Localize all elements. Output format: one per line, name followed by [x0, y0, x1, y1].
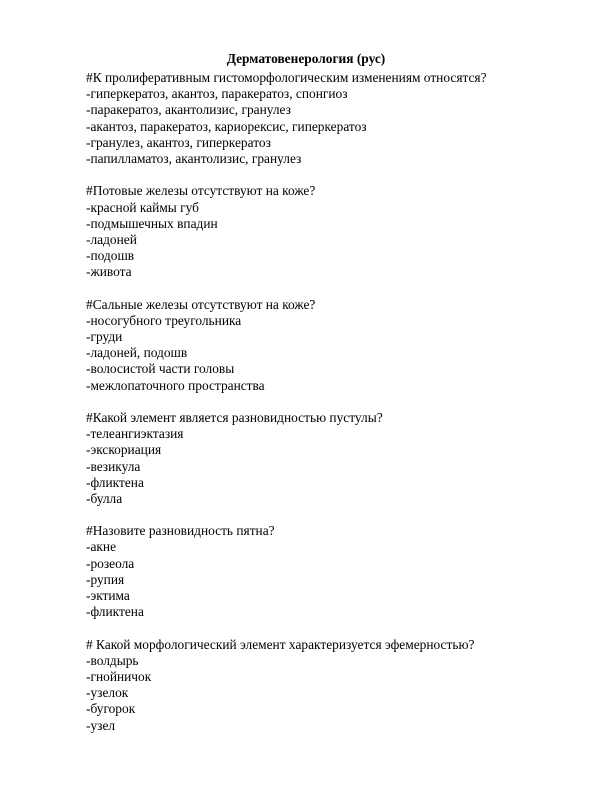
question-block	[86, 410, 586, 507]
document-title: Дерматовенерология (рус)	[226, 51, 386, 66]
question-text: #К пролиферативным гистоморфологическим изменениям относятся?	[86, 70, 487, 85]
answer-option: -везикула	[86, 458, 141, 474]
question-block	[86, 183, 586, 280]
question-block	[86, 70, 586, 167]
questions-list	[86, 70, 586, 734]
answer-option: -подмышечных впадин	[86, 215, 218, 231]
answer-option: -булла	[86, 490, 123, 506]
answer-option: -гиперкератоз, акантоз, паракератоз, спонгиоз	[86, 86, 348, 102]
answer-option: -фликтена	[86, 474, 144, 490]
question-text: #Сальные железы отсутствуют на коже?	[86, 296, 316, 312]
answer-option: -бугорок	[86, 701, 136, 717]
answer-option: -волдырь	[86, 652, 139, 668]
answer-option: -узел	[86, 717, 116, 733]
question-block	[86, 523, 586, 620]
question-text: #Назовите разновидность пятна?	[86, 523, 275, 539]
answer-option: -паракератоз, акантолизис, гранулез	[86, 102, 291, 118]
answer-option: -гнойничок	[86, 668, 152, 684]
answer-option: -узелок	[86, 685, 129, 701]
question-block	[86, 637, 586, 734]
answer-option: -груди	[86, 329, 123, 344]
question-text: # Какой морфологический элемент характеризуется эфемерностью?	[86, 636, 475, 652]
answer-option: -подошв	[86, 248, 135, 264]
answer-option: -розеола	[86, 555, 135, 571]
answer-option: -волосистой части головы	[86, 361, 235, 377]
answer-option: -живота	[86, 264, 132, 280]
answer-option: -фликтена	[86, 604, 144, 620]
answer-option: -красной каймы губ	[86, 199, 199, 215]
answer-option: -рупия	[86, 571, 125, 587]
answer-option: -ладоней, подошв	[86, 345, 188, 361]
answer-option: -ладоней	[86, 231, 137, 247]
answer-option: -носогубного треугольника	[86, 312, 242, 328]
answer-option: -экскориация	[86, 442, 162, 458]
answer-option: -телеангиэктазия	[86, 426, 184, 442]
answer-option: -эктима	[86, 588, 130, 603]
answer-option: -гранулез, акантоз, гиперкератоз	[86, 134, 271, 150]
question-text: #Какой элемент является разновидностью пустулы?	[86, 409, 383, 425]
answer-option: -межлопаточного пространства	[86, 377, 265, 393]
question-text: #Потовые железы отсутствуют на коже?	[86, 183, 316, 199]
answer-option: -акантоз, паракератоз, кариорексис, гиперкератоз	[86, 118, 367, 134]
answer-option: -папилламатоз, акантолизис, гранулез	[86, 150, 302, 166]
question-block	[86, 297, 586, 394]
answer-option: -акне	[86, 539, 117, 555]
